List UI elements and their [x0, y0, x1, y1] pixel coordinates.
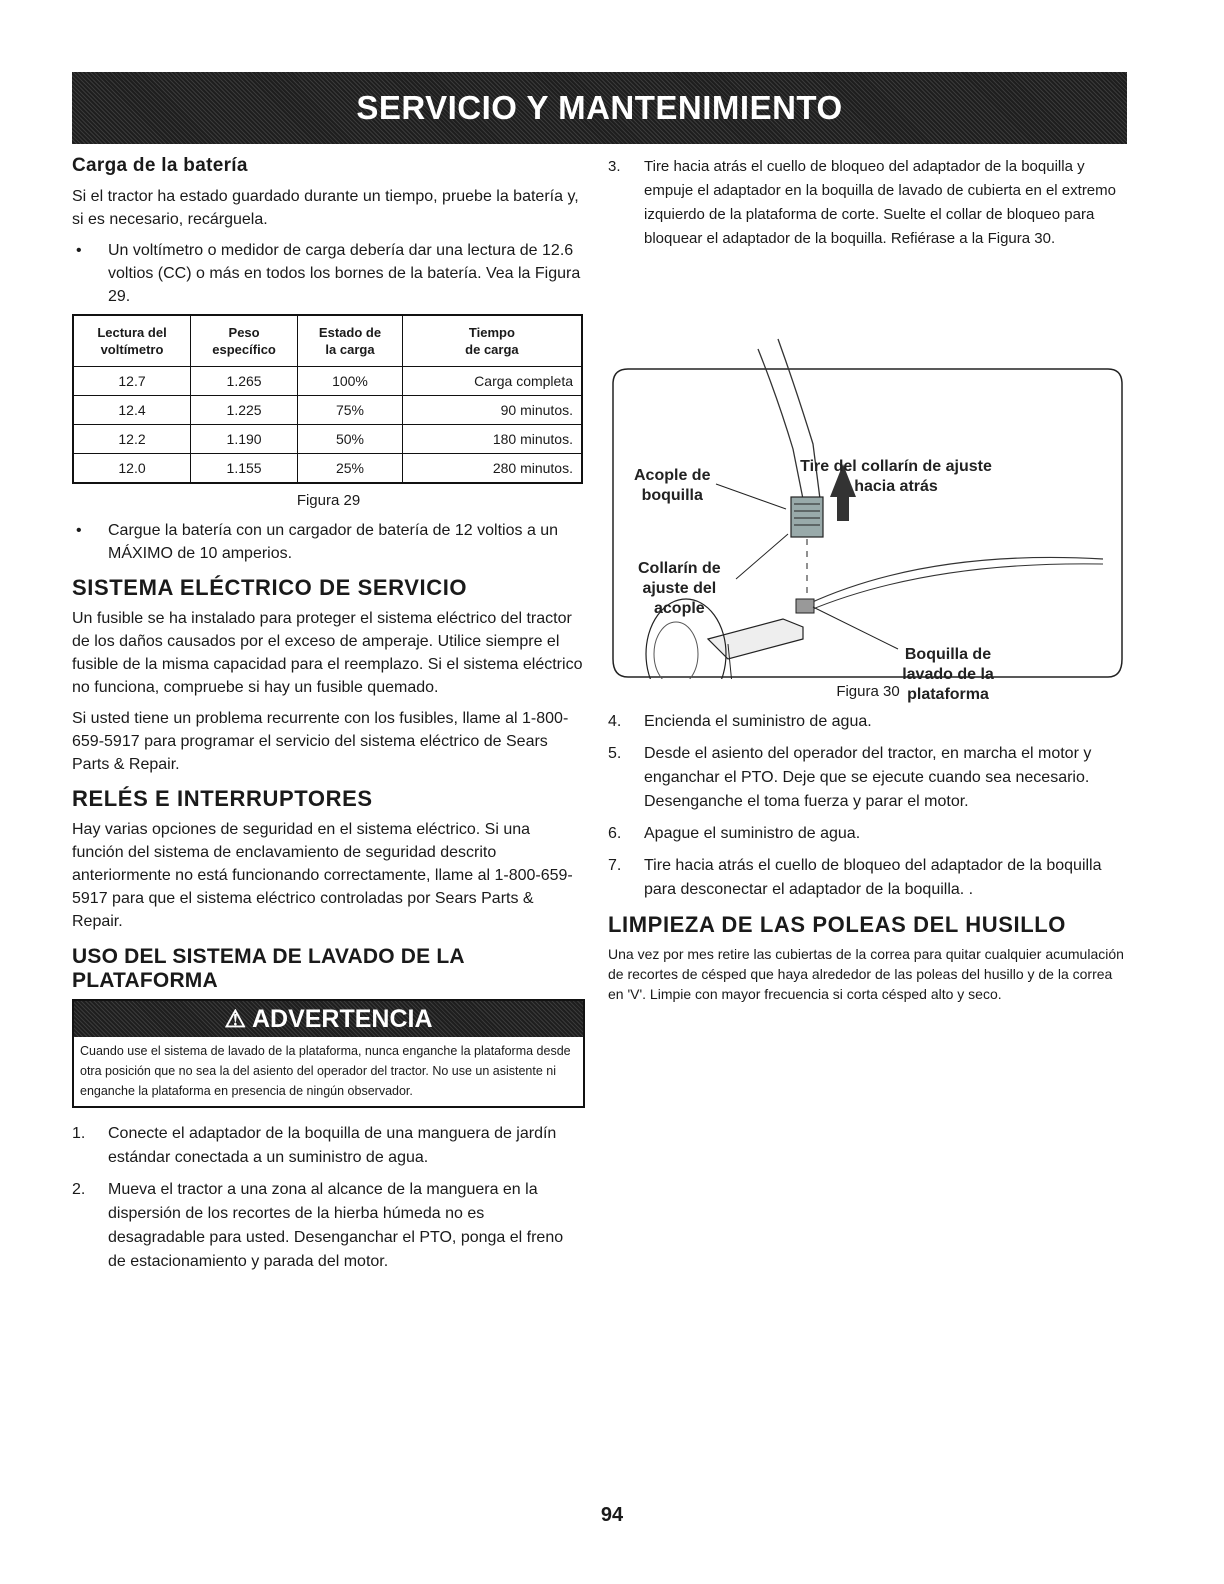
step-number: 2.	[72, 1181, 86, 1198]
table-cell: 280 minutos.	[402, 454, 582, 484]
table-row	[73, 396, 582, 425]
table-header-cell: Peso específico	[191, 315, 298, 367]
table-cell: 180 minutos.	[402, 425, 582, 454]
step-number: 7.	[608, 857, 622, 874]
table-header-cell: Lectura del voltímetro	[73, 315, 191, 367]
step-number: 4.	[608, 713, 622, 730]
step-text: Mueva el tractor a una zona al alcance de la manguera en la dispersión de los recortes de la hierba húmeda no es desagradable para usted. Desenganchar el PTO, ponga el freno de estacionamiento y parada del motor.	[108, 1181, 564, 1270]
right-column	[608, 155, 1128, 1012]
table-cell: 25%	[298, 454, 403, 484]
step-item	[608, 710, 1128, 734]
step-text: Apague el suministro de agua.	[644, 825, 861, 842]
figure-29-caption: Figura 29	[296, 492, 361, 509]
table-cell: 1.225	[191, 396, 298, 425]
step-item	[608, 822, 1128, 846]
table-cell: Carga completa	[402, 367, 582, 396]
pulleys-paragraph: Una vez por mes retire las cubiertas de la correa para quitar cualquier acumulación de recortes de césped que haya alrededor de las poleas del husillo y de la correa en 'V'. Limpie con mayor frecuencia si corta césped alto y seco.	[608, 946, 1124, 1002]
bullet-text: Un voltímetro o medidor de carga debería dar una lectura de 12.6 voltios (CC) o más en todos los bornes de la batería. Vea la Figura 29.	[108, 242, 581, 305]
step-item	[608, 155, 1128, 251]
bullet-dot: •	[76, 242, 82, 259]
table-row	[73, 425, 582, 454]
page-number: 94	[600, 1504, 624, 1526]
bullet-text: Cargue la batería con un cargador de batería de 12 voltios a un MÁXIMO de 10 amperios.	[108, 522, 559, 562]
table-header-cell: Tiempo de carga	[402, 315, 582, 367]
table-cell: 90 minutos.	[402, 396, 582, 425]
battery-bullet-1	[72, 239, 585, 308]
table-cell: 12.7	[73, 367, 191, 396]
electrical-paragraph-2: Si usted tiene un problema recurrente con los fusibles, llame al 1-800-659-5917 para programar el servicio del sistema eléctrico de Sears Parts & Repair.	[72, 710, 569, 773]
table-cell: 100%	[298, 367, 403, 396]
deck-wash-heading: USO DEL SISTEMA DE LAVADO DE LA PLATAFORMA	[72, 945, 465, 992]
table-header-cell: Estado de la carga	[298, 315, 403, 367]
table-cell: 12.0	[73, 454, 191, 484]
warning-triangle-icon: ⚠	[224, 1005, 246, 1033]
table-cell: 12.2	[73, 425, 191, 454]
pulleys-heading: LIMPIEZA DE LAS POLEAS DEL HUSILLO	[608, 912, 1066, 937]
battery-intro: Si el tractor ha estado guardado durante un tiempo, pruebe la batería y, si es necesario, recárguela.	[72, 188, 579, 228]
step-item	[72, 1122, 585, 1170]
figure-30-caption: Figura 30	[836, 683, 900, 700]
step-number: 3.	[608, 158, 621, 175]
figure-frame	[613, 369, 1122, 677]
bullet-dot: •	[76, 522, 82, 539]
coupler	[791, 497, 823, 537]
table-row	[73, 454, 582, 484]
step-text: Conecte el adaptador de la boquilla de una manguera de jardín estándar conectada a un suministro de agua.	[108, 1125, 557, 1166]
banner-title: SERVICIO Y MANTENIMIENTO	[356, 89, 843, 126]
table-row	[73, 367, 582, 396]
step-text: Desde el asiento del operador del tractor, en marcha el motor y enganchar el PTO. Deje que se ejecute cuando sea necesario. Desenganche el toma fuerza y parar el motor.	[644, 745, 1092, 810]
warning-title: ADVERTENCIA	[251, 1004, 433, 1033]
step-number: 5.	[608, 745, 622, 762]
label-nozzle-coupler: Acople de boquilla	[634, 467, 711, 504]
step-item	[608, 742, 1128, 814]
electrical-heading: SISTEMA ELÉCTRICO DE SERVICIO	[72, 575, 468, 600]
step-number: 6.	[608, 825, 622, 842]
warning-header	[74, 1001, 583, 1037]
warning-text: Cuando use el sistema de lavado de la plataforma, nunca enganche la plataforma desde otra posición que no sea la del asiento del operador del tractor. No use un asistente ni enganche la plataforma en presencia de ningún observador.	[80, 1044, 571, 1098]
label-deck-wash-nozzle: Boquilla de lavado de la plataforma	[902, 646, 994, 703]
label-adjustment-collar: Collarín de ajuste del acople	[638, 560, 721, 617]
battery-bullet-2	[72, 519, 585, 565]
table-cell: 1.265	[191, 367, 298, 396]
electrical-paragraph-1: Un fusible se ha instalado para proteger el sistema eléctrico del tractor de los daños causados por el exceso de amperaje. Utilice siempre el fusible de la misma capacidad para el reemplazo. Si el sistema eléctrico no funciona, compruebe si hay un fusible quemado.	[72, 610, 583, 696]
table-cell: 75%	[298, 396, 403, 425]
step-text: Tire hacia atrás el cuello de bloqueo del adaptador de la boquilla para desconectar el adaptador de la boquilla. .	[644, 857, 1102, 898]
step-item	[72, 1178, 585, 1274]
step-text: Tire hacia atrás el cuello de bloqueo del adaptador de la boquilla y empuje el adaptador en la boquilla de lavado de cubierta en el extremo izquierdo de la plataforma de corte. Suelte el collar de bloqueo para bloquear el adaptador de la boquilla. Refiérase a la Figura 30.	[644, 158, 1116, 247]
label-pull-collar: Tire del collarín de ajuste hacia atrás	[800, 458, 992, 495]
table-cell: 1.155	[191, 454, 298, 484]
relays-heading: RELÉS E INTERRUPTORES	[72, 786, 373, 811]
table-cell: 50%	[298, 425, 403, 454]
left-column	[72, 155, 585, 1282]
battery-charge-table	[72, 314, 583, 484]
table-header-row	[73, 315, 582, 367]
step-text: Encienda el suministro de agua.	[644, 713, 872, 730]
table-cell: 1.190	[191, 425, 298, 454]
step-number: 1.	[72, 1125, 86, 1142]
warning-box	[72, 999, 585, 1108]
step-item	[608, 854, 1128, 902]
relays-paragraph: Hay varias opciones de seguridad en el sistema eléctrico. Si una función del sistema de enclavamiento de seguridad descrito anteriormente no está funcionando correctamente, llame al 1-800-659-5917 para que el sistema eléctrico controladas por Sears Parts & Repair.	[72, 821, 573, 930]
table-cell: 12.4	[73, 396, 191, 425]
section-banner	[72, 72, 1127, 144]
battery-heading: Carga de la batería	[72, 155, 248, 176]
